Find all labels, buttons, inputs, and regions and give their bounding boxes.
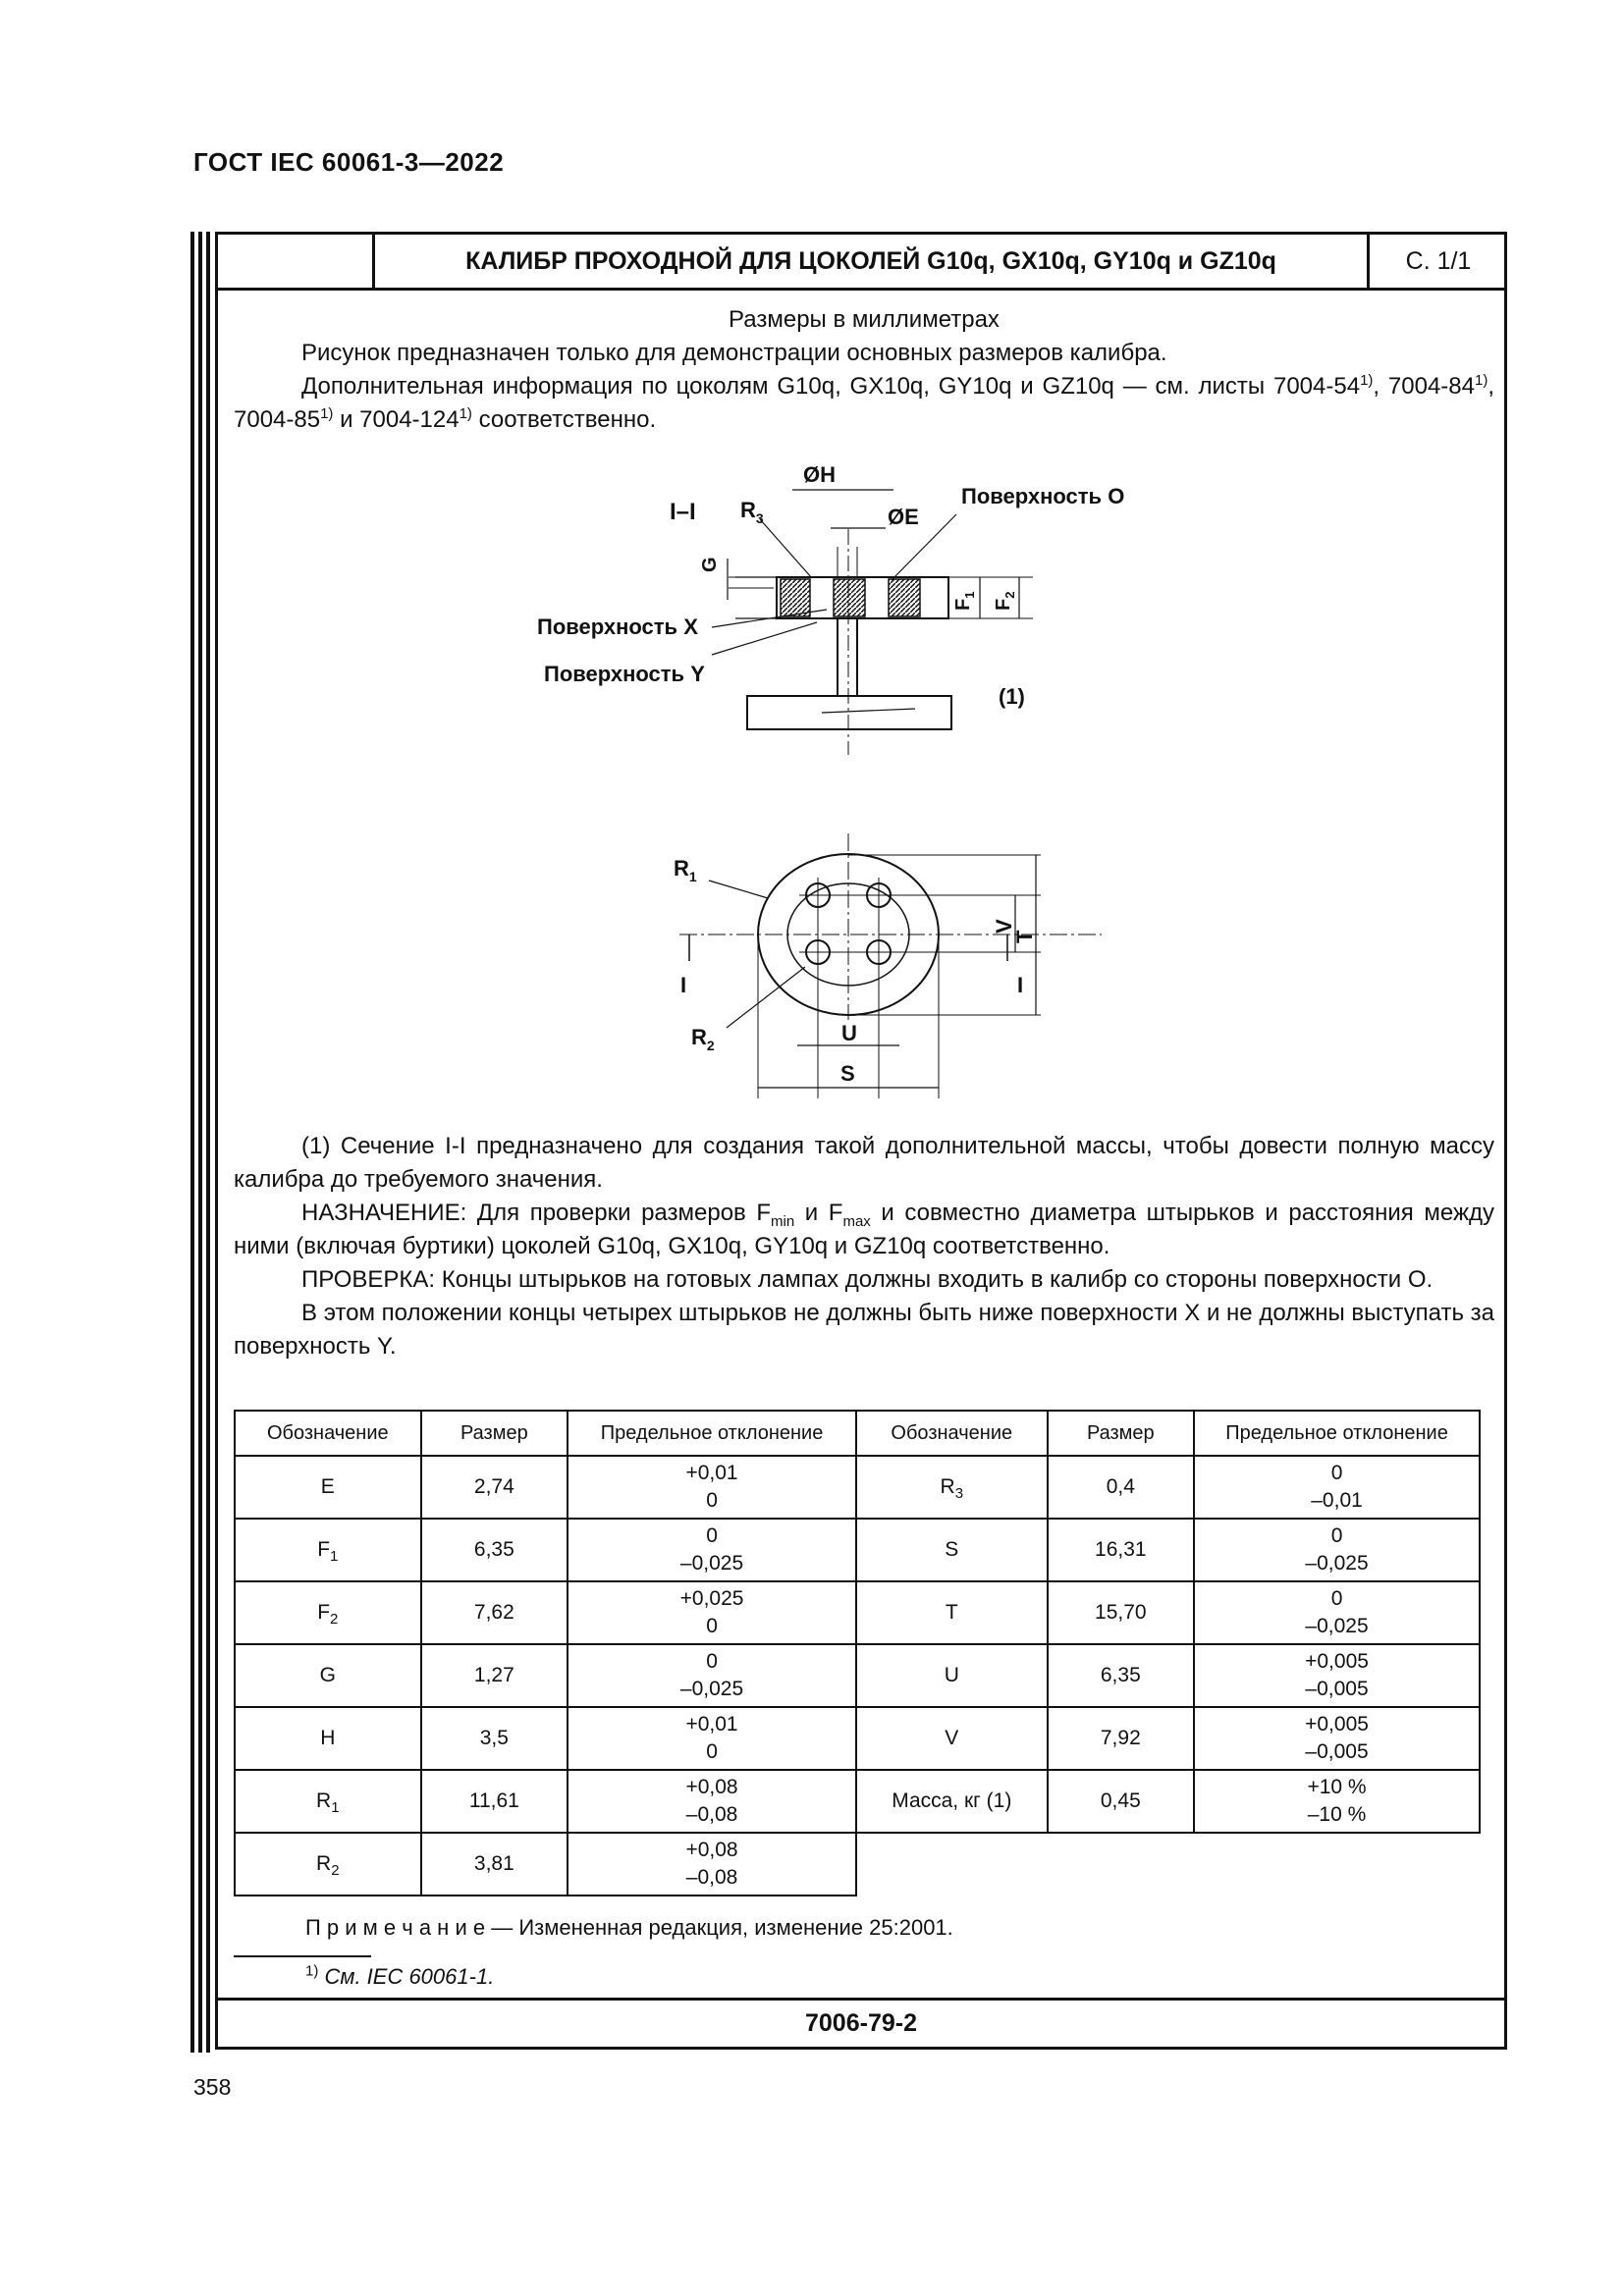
deviation-cell: +0,01 0 — [568, 1707, 856, 1770]
deviation-cell: 0 –0,025 — [568, 1519, 856, 1581]
label-r3: $R_3$ — [740, 498, 764, 526]
deviation-cell: +0,025 0 — [568, 1581, 856, 1644]
table-row — [856, 1644, 1480, 1707]
units-note: Размеры в миллиметрах — [729, 306, 1000, 333]
sheet-code: 7006-79-2 — [218, 1998, 1504, 2047]
designation-cell: $F_2$ — [235, 1581, 421, 1644]
size-cell: 3,5 — [421, 1707, 568, 1770]
label-f2: $F_2$ — [993, 591, 1017, 611]
designation-cell: V — [856, 1707, 1048, 1770]
size-cell: 6,35 — [1048, 1644, 1195, 1707]
standard-header: ГОСТ IEC 60061-3—2022 — [193, 147, 505, 177]
designation-cell: G — [235, 1644, 421, 1707]
header-deviation: Предельное отклонение — [1194, 1411, 1480, 1456]
label-s: S — [840, 1061, 855, 1086]
label-surface-x: Поверхность X — [537, 614, 698, 639]
sheet-title: КАЛИБР ПРОХОДНОЙ ДЛЯ ЦОКОЛЕЙ G10q, GX10q, GY10q и GZ10q — [375, 235, 1370, 288]
table-row — [235, 1833, 856, 1896]
designation-cell: H — [235, 1707, 421, 1770]
size-cell: 1,27 — [421, 1644, 568, 1707]
size-cell: 7,92 — [1048, 1707, 1195, 1770]
table-row — [856, 1707, 1480, 1770]
deviation-cell: +10 % –10 % — [1194, 1770, 1480, 1833]
label-de: ØE — [888, 505, 919, 529]
hatched-region — [834, 579, 865, 616]
footnote: $^{1)}$ См. IEC 60061-1. — [305, 1962, 495, 1989]
deviation-cell: +0,005 –0,005 — [1194, 1644, 1480, 1707]
intro-paragraph-1: Рисунок предназначен только для демонстрации основных размеров калибра. — [301, 340, 1167, 366]
label-r2: $R_2$ — [691, 1025, 715, 1053]
leader-surface-y — [712, 622, 817, 655]
label-v: V — [992, 919, 1016, 934]
label-u: U — [841, 1021, 857, 1045]
designation-cell: $R_3$ — [856, 1456, 1048, 1519]
label-section: I–I — [670, 499, 696, 525]
body-text — [234, 1130, 1494, 1363]
table-row — [856, 1581, 1480, 1644]
designation-cell: $R_2$ — [235, 1833, 421, 1896]
margin-bar — [190, 232, 194, 2053]
header-designation: Обозначение — [235, 1411, 421, 1456]
size-cell: 0,4 — [1048, 1456, 1195, 1519]
label-dh: ØH — [803, 462, 836, 487]
base-block — [747, 696, 951, 729]
table-row — [235, 1581, 856, 1644]
label-g: G — [699, 557, 721, 572]
table-row — [235, 1770, 856, 1833]
dimensions-table-right — [855, 1410, 1481, 1834]
leader-r3 — [760, 519, 812, 578]
label-r1: $R_1$ — [674, 856, 697, 884]
deviation-cell: +0,08 –0,08 — [568, 1770, 856, 1833]
size-cell: 3,81 — [421, 1833, 568, 1896]
check-paragraph: ПРОВЕРКА: Концы штырьков на готовых лампах должны входить в калибр со стороны поверхности О. — [301, 1266, 1434, 1293]
label-surface-y: Поверхность Y — [544, 662, 705, 686]
leader-r1 — [709, 881, 768, 898]
note-text: — Измененная редакция, изменение 25:2001. — [485, 1915, 953, 1940]
designation-cell: $F_1$ — [235, 1519, 421, 1581]
sheet-page-ref: С. 1/1 — [1405, 247, 1472, 275]
gauge-drawing — [218, 235, 1504, 1098]
note-label: П р и м е ч а н и е — [305, 1915, 486, 1940]
header-size: Размер — [1048, 1411, 1195, 1456]
deviation-cell: +0,01 0 — [568, 1456, 856, 1519]
margin-bar — [206, 232, 210, 2053]
size-cell: 16,31 — [1048, 1519, 1195, 1581]
plan-view — [674, 833, 1102, 1098]
intro-paragraph-2: Дополнительная информация по цоколям G10q, GX10q, GY10q и GZ10q — см. листы 7004-54$^{1)}$, 7004-84$^{1)}$, 7004-85$^{1)}$ и 7004-124$^{1)}$ соответственно. — [234, 372, 1495, 433]
hatched-region — [889, 579, 920, 616]
table-row — [235, 1519, 856, 1581]
hatched-region — [781, 579, 810, 616]
label-surface-o: Поверхность О — [961, 484, 1125, 508]
table-row — [235, 1707, 856, 1770]
table-row — [235, 1456, 856, 1519]
header-designation: Обозначение — [856, 1411, 1048, 1456]
section-view — [537, 462, 1124, 755]
deviation-cell: 0 –0,025 — [568, 1644, 856, 1707]
designation-cell: E — [235, 1456, 421, 1519]
label-t: T — [1012, 930, 1037, 943]
header-deviation: Предельное отклонение — [568, 1411, 856, 1456]
table-header-row — [856, 1411, 1480, 1456]
table-row — [856, 1519, 1480, 1581]
table-row — [856, 1456, 1480, 1519]
dimensions-table-left — [234, 1410, 857, 1896]
note — [305, 1915, 953, 1941]
margin-bar — [198, 232, 202, 2053]
designation-cell: $R_1$ — [235, 1770, 421, 1833]
purpose-paragraph: НАЗНАЧЕНИЕ: Для проверки размеров $F_{min}$ и $F_{max}$ и совместно диаметра штырьков и расстояния между ними (включая буртики) цоколей G10q, GX10q, GY10q и GZ10q соответственно. — [234, 1200, 1495, 1259]
deviation-cell: 0 –0,025 — [1194, 1519, 1480, 1581]
designation-cell: Масса, кг (1) — [856, 1770, 1048, 1833]
designation-cell: S — [856, 1519, 1048, 1581]
label-section-left: I — [680, 973, 687, 997]
position-paragraph: В этом положении концы четырех штырьков не должны быть ниже поверхности X и не должны выступать за поверхность Y. — [234, 1300, 1494, 1360]
deviation-cell: 0 –0,01 — [1194, 1456, 1480, 1519]
label-section-right: I — [1017, 973, 1024, 997]
table-row — [235, 1644, 856, 1707]
size-cell: 0,45 — [1048, 1770, 1195, 1833]
label-f1: $F_1$ — [952, 591, 977, 611]
designation-cell: U — [856, 1644, 1048, 1707]
sheet-frame — [215, 232, 1507, 2050]
page-number: 358 — [193, 2074, 232, 2100]
size-cell: 15,70 — [1048, 1581, 1195, 1644]
footnote-separator — [234, 1955, 371, 1957]
designation-cell: T — [856, 1581, 1048, 1644]
label-ref1: (1) — [999, 684, 1025, 709]
size-cell: 6,35 — [421, 1519, 568, 1581]
table-header-row — [235, 1411, 856, 1456]
section-note-paragraph: (1) Сечение I-I предназначено для создания такой дополнительной массы, чтобы довести полную массу калибра до требуемого значения. — [234, 1133, 1494, 1193]
table-row — [856, 1770, 1480, 1833]
size-cell: 7,62 — [421, 1581, 568, 1644]
size-cell: 11,61 — [421, 1770, 568, 1833]
deviation-cell: +0,005 –0,005 — [1194, 1707, 1480, 1770]
deviation-cell: +0,08 –0,08 — [568, 1833, 856, 1896]
size-cell: 2,74 — [421, 1456, 568, 1519]
deviation-cell: 0 –0,025 — [1194, 1581, 1480, 1644]
header-size: Размер — [421, 1411, 568, 1456]
